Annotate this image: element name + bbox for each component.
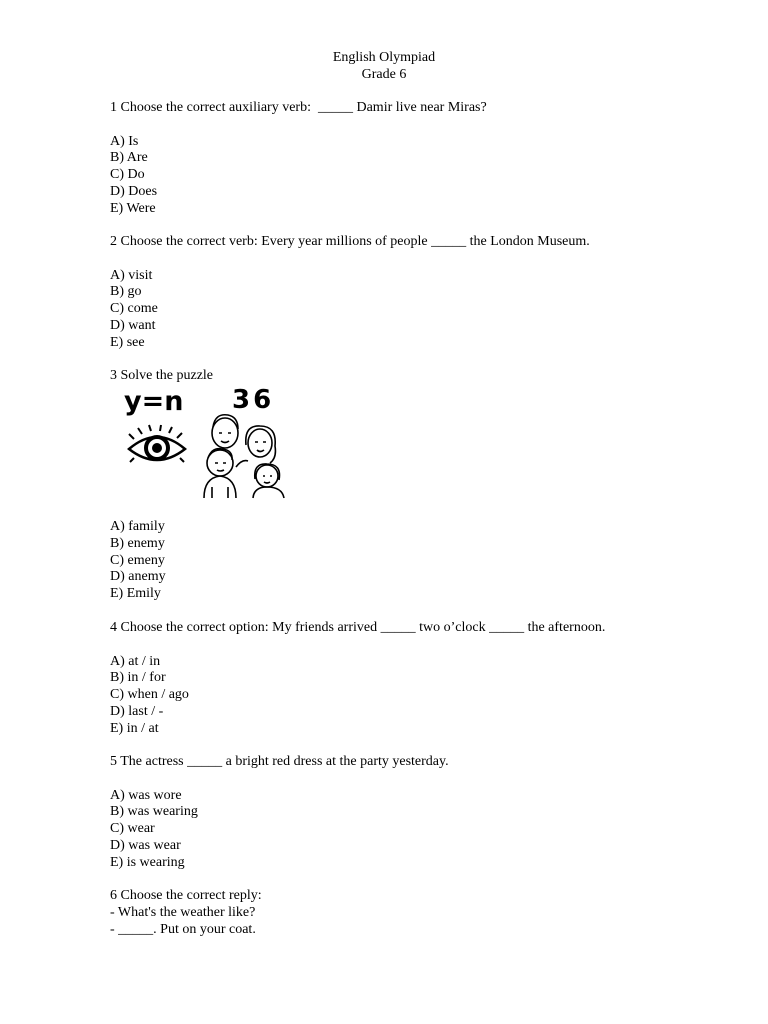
question-4-option-a: A) at / in xyxy=(110,653,161,669)
question-5-option-a: A) was wore xyxy=(110,787,182,803)
question-5-option-e: E) is wearing xyxy=(110,854,185,870)
question-1-option-e: E) Were xyxy=(110,200,156,216)
document-header xyxy=(0,49,768,83)
question-3-options xyxy=(110,519,710,603)
question-3-option-e: E) Emily xyxy=(110,586,161,602)
question-5-option-d: D) was wear xyxy=(110,837,181,853)
eye-icon xyxy=(129,425,185,462)
question-1-option-c: C) Do xyxy=(110,167,145,183)
question-6-text: 6 Choose the correct reply: xyxy=(110,888,262,903)
question-6-dialogue-line-2: - _____. Put on your coat. xyxy=(110,921,256,937)
puzzle-image xyxy=(120,383,300,503)
question-4-option-e: E) in / at xyxy=(110,720,159,736)
question-2-option-c: C) come xyxy=(110,301,158,317)
question-4-option-c: C) when / ago xyxy=(110,687,189,703)
question-5-option-b: B) was wearing xyxy=(110,804,198,820)
question-1-option-b: B) Are xyxy=(110,150,148,166)
question-1-option-a: A) Is xyxy=(110,133,139,149)
question-4 xyxy=(110,620,710,738)
question-3-option-d: D) anemy xyxy=(110,569,166,585)
question-2-text: 2 Choose the correct verb: Every year millions of people _____ the London Museum. xyxy=(110,234,590,249)
puzzle-svg xyxy=(120,383,300,503)
question-5 xyxy=(110,754,710,872)
question-4-text: 4 Choose the correct option: My friends arrived _____ two o’clock _____ the afternoon. xyxy=(110,620,606,635)
question-1 xyxy=(110,100,710,218)
question-6 xyxy=(110,888,710,938)
question-2-option-b: B) go xyxy=(110,284,142,300)
question-3-option-a: A) family xyxy=(110,519,165,534)
question-2-option-e: E) see xyxy=(110,334,145,350)
puzzle-text-left: y=n xyxy=(124,386,184,417)
document-title: English Olympiad xyxy=(332,50,436,65)
puzzle-text-right: 36 xyxy=(232,385,275,415)
question-2 xyxy=(110,234,710,352)
question-5-text: 5 The actress _____ a bright red dress at the party yesterday. xyxy=(110,754,449,769)
question-4-option-d: D) last / - xyxy=(110,703,164,719)
question-4-option-b: B) in / for xyxy=(110,670,166,686)
question-2-option-a: A) visit xyxy=(110,267,153,283)
question-6-dialogue-line-1: - What's the weather like? xyxy=(110,904,256,920)
question-5-option-c: C) wear xyxy=(110,821,155,837)
family-icon xyxy=(204,415,284,498)
document-grade: Grade 6 xyxy=(361,67,407,82)
question-1-text: 1 Choose the correct auxiliary verb: _____ Damir live near Miras? xyxy=(110,100,487,115)
question-3-option-c: C) emeny xyxy=(110,552,165,568)
question-2-option-d: D) want xyxy=(110,317,156,333)
question-3-option-b: B) enemy xyxy=(110,535,165,551)
question-3-text: 3 Solve the puzzle xyxy=(110,368,214,383)
question-1-option-d: D) Does xyxy=(110,183,158,199)
